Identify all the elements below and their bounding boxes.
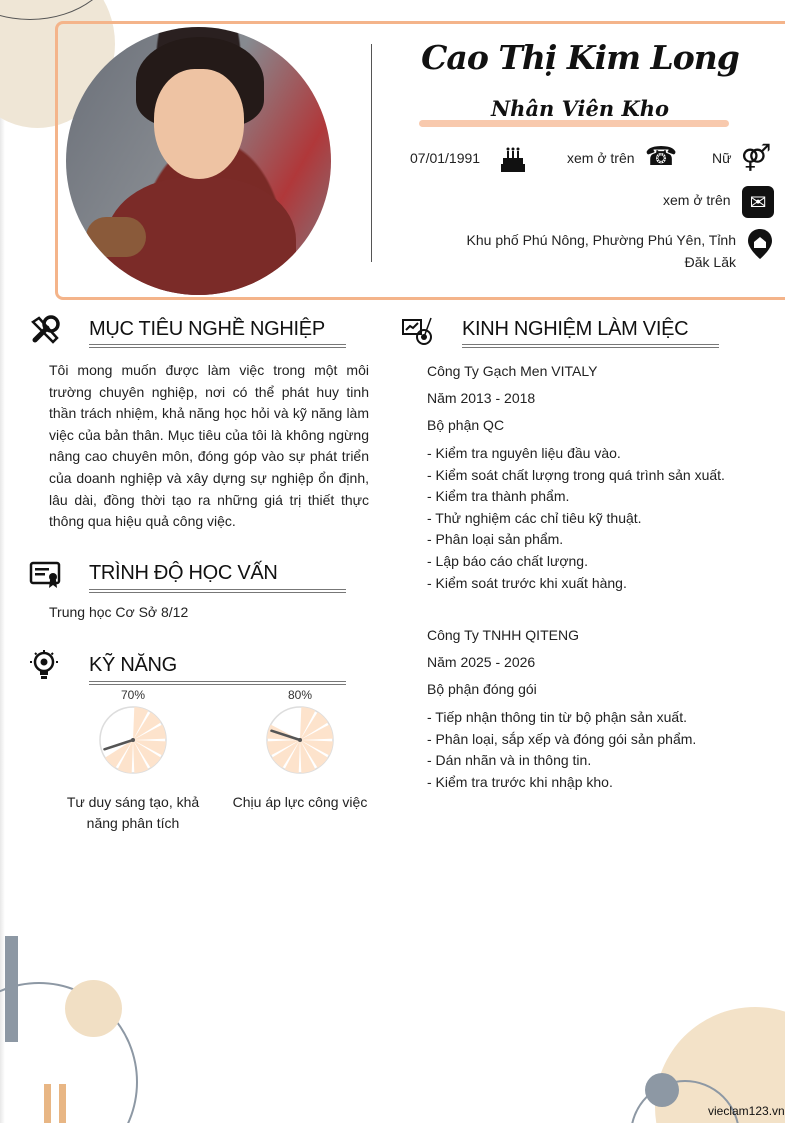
email-value: xem ở trên: [663, 192, 731, 208]
job-position: Bộ phận đóng gói: [427, 681, 537, 697]
experience-job-2: [427, 626, 757, 793]
decor-dot-bottom-right: [645, 1073, 679, 1107]
gender-value: Nữ: [712, 150, 732, 166]
header-divider: [371, 44, 372, 262]
job-task: - Dán nhãn và in thông tin.: [427, 752, 592, 769]
decor-stripe-right: [59, 1084, 66, 1123]
skills-title: KỸ NĂNG: [89, 654, 177, 676]
skill-gauge: [264, 704, 336, 776]
job-task: - Kiểm tra thành phẩm.: [427, 488, 570, 505]
job-title: Nhân Viên Kho: [490, 96, 670, 121]
skill-gauge: [97, 704, 169, 776]
job-task: - Phân loại, sắp xếp và đóng gói sản phẩm.: [427, 730, 697, 747]
experience-job-1: [427, 362, 757, 594]
objective-text: Tôi mong muốn được làm việc trong một môi trường chuyên nghiệp, nơi có thể phát huy tinh thần trách nhiệm, khả năng học hỏi và kỹ năng làm việc của bản thân. Mục tiêu của tôi là không ngừng nâng cao chuyên môn, đóng góp vào sự phát triển của doanh nghiệp và xây dựng sự nghiệp ổn định, lâu dài, đồng thời tạo ra những giá trị thiết thực thông qua hiệu quả công việc.: [49, 362, 369, 530]
phone-value: xem ở trên: [567, 150, 635, 166]
cake-icon: [497, 143, 529, 175]
chart-target-icon: [401, 314, 433, 346]
skill-item-1: [53, 688, 213, 834]
decor-stripe-left: [44, 1084, 51, 1123]
skill-label: Tư duy sáng tạo, khả năng phân tích: [66, 794, 200, 831]
gauge-hub: [131, 738, 135, 742]
location-pin-icon: [744, 228, 776, 260]
skill-item-2: [220, 688, 380, 813]
birthday-value: 07/01/1991: [410, 150, 481, 166]
job-company: Công Ty Gạch Men VITALY: [427, 363, 598, 379]
job-task: - Kiểm soát chất lượng trong quá trình sản xuất.: [427, 466, 725, 483]
job-period: Năm 2013 - 2018: [427, 390, 536, 406]
objective-rule: [89, 344, 346, 348]
phone-icon: ☎: [644, 142, 678, 172]
gender-icon: ⚤: [740, 143, 772, 173]
job-task: - Kiểm tra nguyên liệu đầu vào.: [427, 445, 621, 461]
certificate-icon: [29, 558, 61, 590]
photo-arm: [86, 217, 146, 257]
watermark: vieclam123.vn: [708, 1104, 785, 1118]
objective-title: MỤC TIÊU NGHỀ NGHIỆP: [89, 318, 325, 340]
skill-label: Chịu áp lực công việc: [232, 794, 368, 810]
education-text: Trung học Cơ Sở 8/12: [49, 604, 189, 620]
gauge-hub: [298, 738, 302, 742]
job-company: Công Ty TNHH QITENG: [427, 627, 579, 643]
candidate-name: Cao Thị Kim Long: [421, 38, 739, 77]
address-line-1: Khu phố Phú Nông, Phường Phú Yên, Tỉnh: [466, 232, 736, 248]
experience-rule: [462, 344, 719, 348]
lightbulb-gear-icon: [29, 649, 61, 681]
job-task: - Thử nghiệm các chỉ tiêu kỹ thuật.: [427, 509, 642, 526]
photo-face: [154, 69, 244, 179]
job-task: - Lập báo cáo chất lượng.: [427, 552, 588, 569]
job-task: - Kiểm soát trước khi xuất hàng.: [427, 574, 627, 591]
skill-percent: 70%: [120, 688, 146, 702]
education-title: TRÌNH ĐỘ HỌC VẤN: [89, 562, 278, 584]
job-task: - Phân loại sản phẩm.: [427, 531, 564, 548]
address-line-2: Đăk Lăk: [684, 254, 736, 270]
profile-photo: [66, 27, 331, 295]
education-rule: [89, 589, 346, 593]
job-task: - Kiểm tra trước khi nhập kho.: [427, 773, 613, 790]
experience-title: KINH NGHIỆM LÀM VIỆC: [462, 318, 689, 340]
skill-percent: 80%: [287, 688, 313, 702]
mail-icon: ✉: [742, 186, 774, 218]
job-position: Bộ phận QC: [427, 417, 505, 433]
job-task: - Tiếp nhận thông tin từ bộ phận sản xuất.: [427, 709, 687, 725]
skills-rule: [89, 681, 346, 685]
tools-icon: [29, 314, 61, 346]
job-title-underline: [419, 120, 729, 127]
decor-circle-bottom-left: [65, 980, 122, 1037]
job-period: Năm 2025 - 2026: [427, 654, 536, 670]
